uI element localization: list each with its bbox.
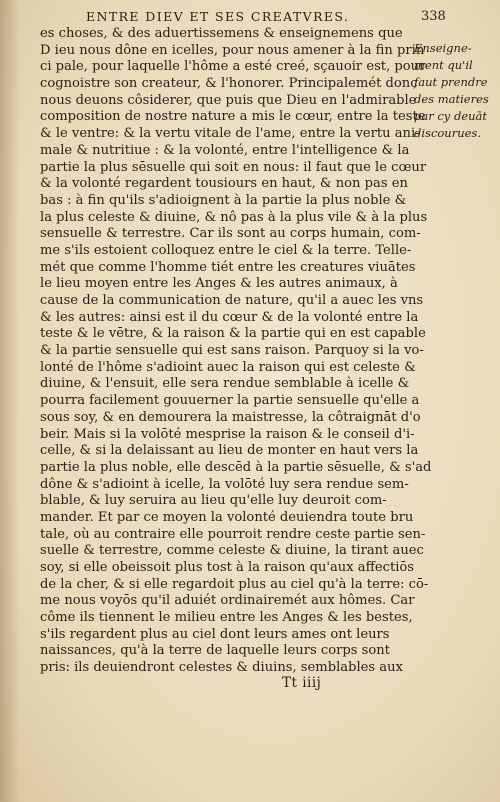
text-line: blable, & luy seruira au lieu qu'elle luy deuroit com- — [40, 493, 387, 509]
text-line: D ieu nous dône en icelles, pour nous amener à la fin prin — [40, 42, 425, 58]
margin-note — [414, 40, 498, 142]
text-line: me nous voyōs qu'il aduiét ordinairemét aux hômes. Car — [40, 593, 415, 609]
text-line: suelle & terrestre, comme celeste & diuine, la tirant auec — [40, 543, 424, 559]
text-line: nous deuons côsiderer, que puis que Dieu en l'admirable — [40, 92, 417, 108]
margin-note-line: Enseigne- — [414, 41, 472, 55]
text-line: dône & s'adioint à icelle, la volōté luy sera rendue sem- — [40, 476, 409, 492]
text-line: & la volonté regardent tousiours en haut, & non pas en — [40, 176, 408, 192]
margin-note-line: ment qu'il — [414, 58, 473, 72]
text-line: mander. Et par ce moyen la volonté deuiendra toute bru — [40, 509, 414, 525]
margin-note-line: discourues. — [414, 126, 481, 140]
text-line: lonté de l'hôme s'adioint auec la raison qui est celeste & — [40, 359, 416, 375]
text-line: tale, où au contraire elle pourroit rendre ceste partie sen- — [40, 526, 426, 542]
text-line: naissances, qu'à la terre de laquelle leurs corps sont — [40, 643, 390, 659]
text-line: cause de la communication de nature, qu'il a auec les vns — [40, 293, 424, 308]
text-line: la plus celeste & diuine, & nô pas à la plus vile & à la plus — [40, 209, 428, 225]
text-line: pris: ils deuiendront celestes & diuins, semblables aux — [40, 660, 403, 676]
gutter-shadow — [0, 0, 20, 802]
text-line: sensuelle & terrestre. Car ils sont au corps humain, com- — [40, 226, 421, 242]
text-line: es choses, & des aduertissemens & enseignemens que — [40, 26, 403, 41]
text-line: s'ils regardent plus au ciel dont leurs ames ont leurs — [40, 626, 390, 642]
text-line: sous soy, & en demourera la maistresse, la côtraignāt d'o — [40, 409, 421, 425]
text-line: le lieu moyen entre les Anges & les autres animaux, à — [40, 276, 398, 292]
text-line: mét que comme l'homme tiét entre les creatures viuātes — [40, 259, 416, 275]
text-line: me s'ils estoient colloquez entre le ciel & la terre. Telle- — [40, 242, 412, 258]
text-line: bas : à fin qu'ils s'adioignent à la partie la plus noble & — [40, 192, 407, 208]
text-line: diuine, & l'ensuit, elle sera rendue semblable à icelle & — [40, 376, 410, 392]
text-line: pourra facilement gouuerner la partie sensuelle qu'elle a — [40, 393, 420, 409]
page-number: 338 — [421, 9, 446, 24]
text-line: teste & le vētre, & la raison & la partie qui en est capable — [40, 326, 426, 342]
running-title: ENTRE DIEV ET SES CREATVRES. — [86, 9, 350, 24]
text-line: cognoistre son createur, & l'honorer. Principalemét donc — [40, 76, 418, 92]
body-text — [40, 26, 432, 677]
text-line: soy, si elle obeissoit plus tost à la raison qu'aux affectiōs — [40, 560, 415, 575]
text-line: de la cher, & si elle regardoit plus au ciel qu'à la terre: cō- — [40, 576, 429, 592]
margin-note-line: faut prendre — [414, 75, 488, 89]
text-line: côme ils tiennent le milieu entre les Anges & les bestes, — [40, 610, 413, 626]
text-line: male & nutritiue : & la volonté, entre l'intelligence & la — [40, 142, 410, 158]
margin-note-line: par cy deuāt — [414, 109, 488, 123]
margin-note-line: des matieres — [414, 92, 489, 106]
text-line: celle, & si la delaissant au lieu de monter en haut vers la — [40, 443, 419, 459]
text-line: & le ventre: & la vertu vitale de l'ame, entre la vertu ani- — [40, 126, 420, 142]
text-line: & les autres: ainsi est il du cœur & de la volonté entre la — [40, 309, 419, 325]
text-line: composition de nostre nature a mis le cœur, entre la teste — [40, 109, 426, 125]
text-line: beir. Mais si la volōté mesprise la raison & le conseil d'i- — [40, 426, 415, 442]
text-line: partie la plus sēsuelle qui soit en nous: il faut que le cœur — [40, 159, 427, 175]
text-line: ci pale, pour laquelle l'hôme a esté creé, sçauoir est, pour — [40, 59, 426, 75]
text-line: partie la plus noble, elle descēd à la partie sēsuelle, & s'ad — [40, 459, 432, 475]
text-line: & la partie sensuelle qui est sans raison. Parquoy si la vo- — [40, 343, 424, 359]
signature-mark: Tt iiij — [282, 675, 322, 691]
